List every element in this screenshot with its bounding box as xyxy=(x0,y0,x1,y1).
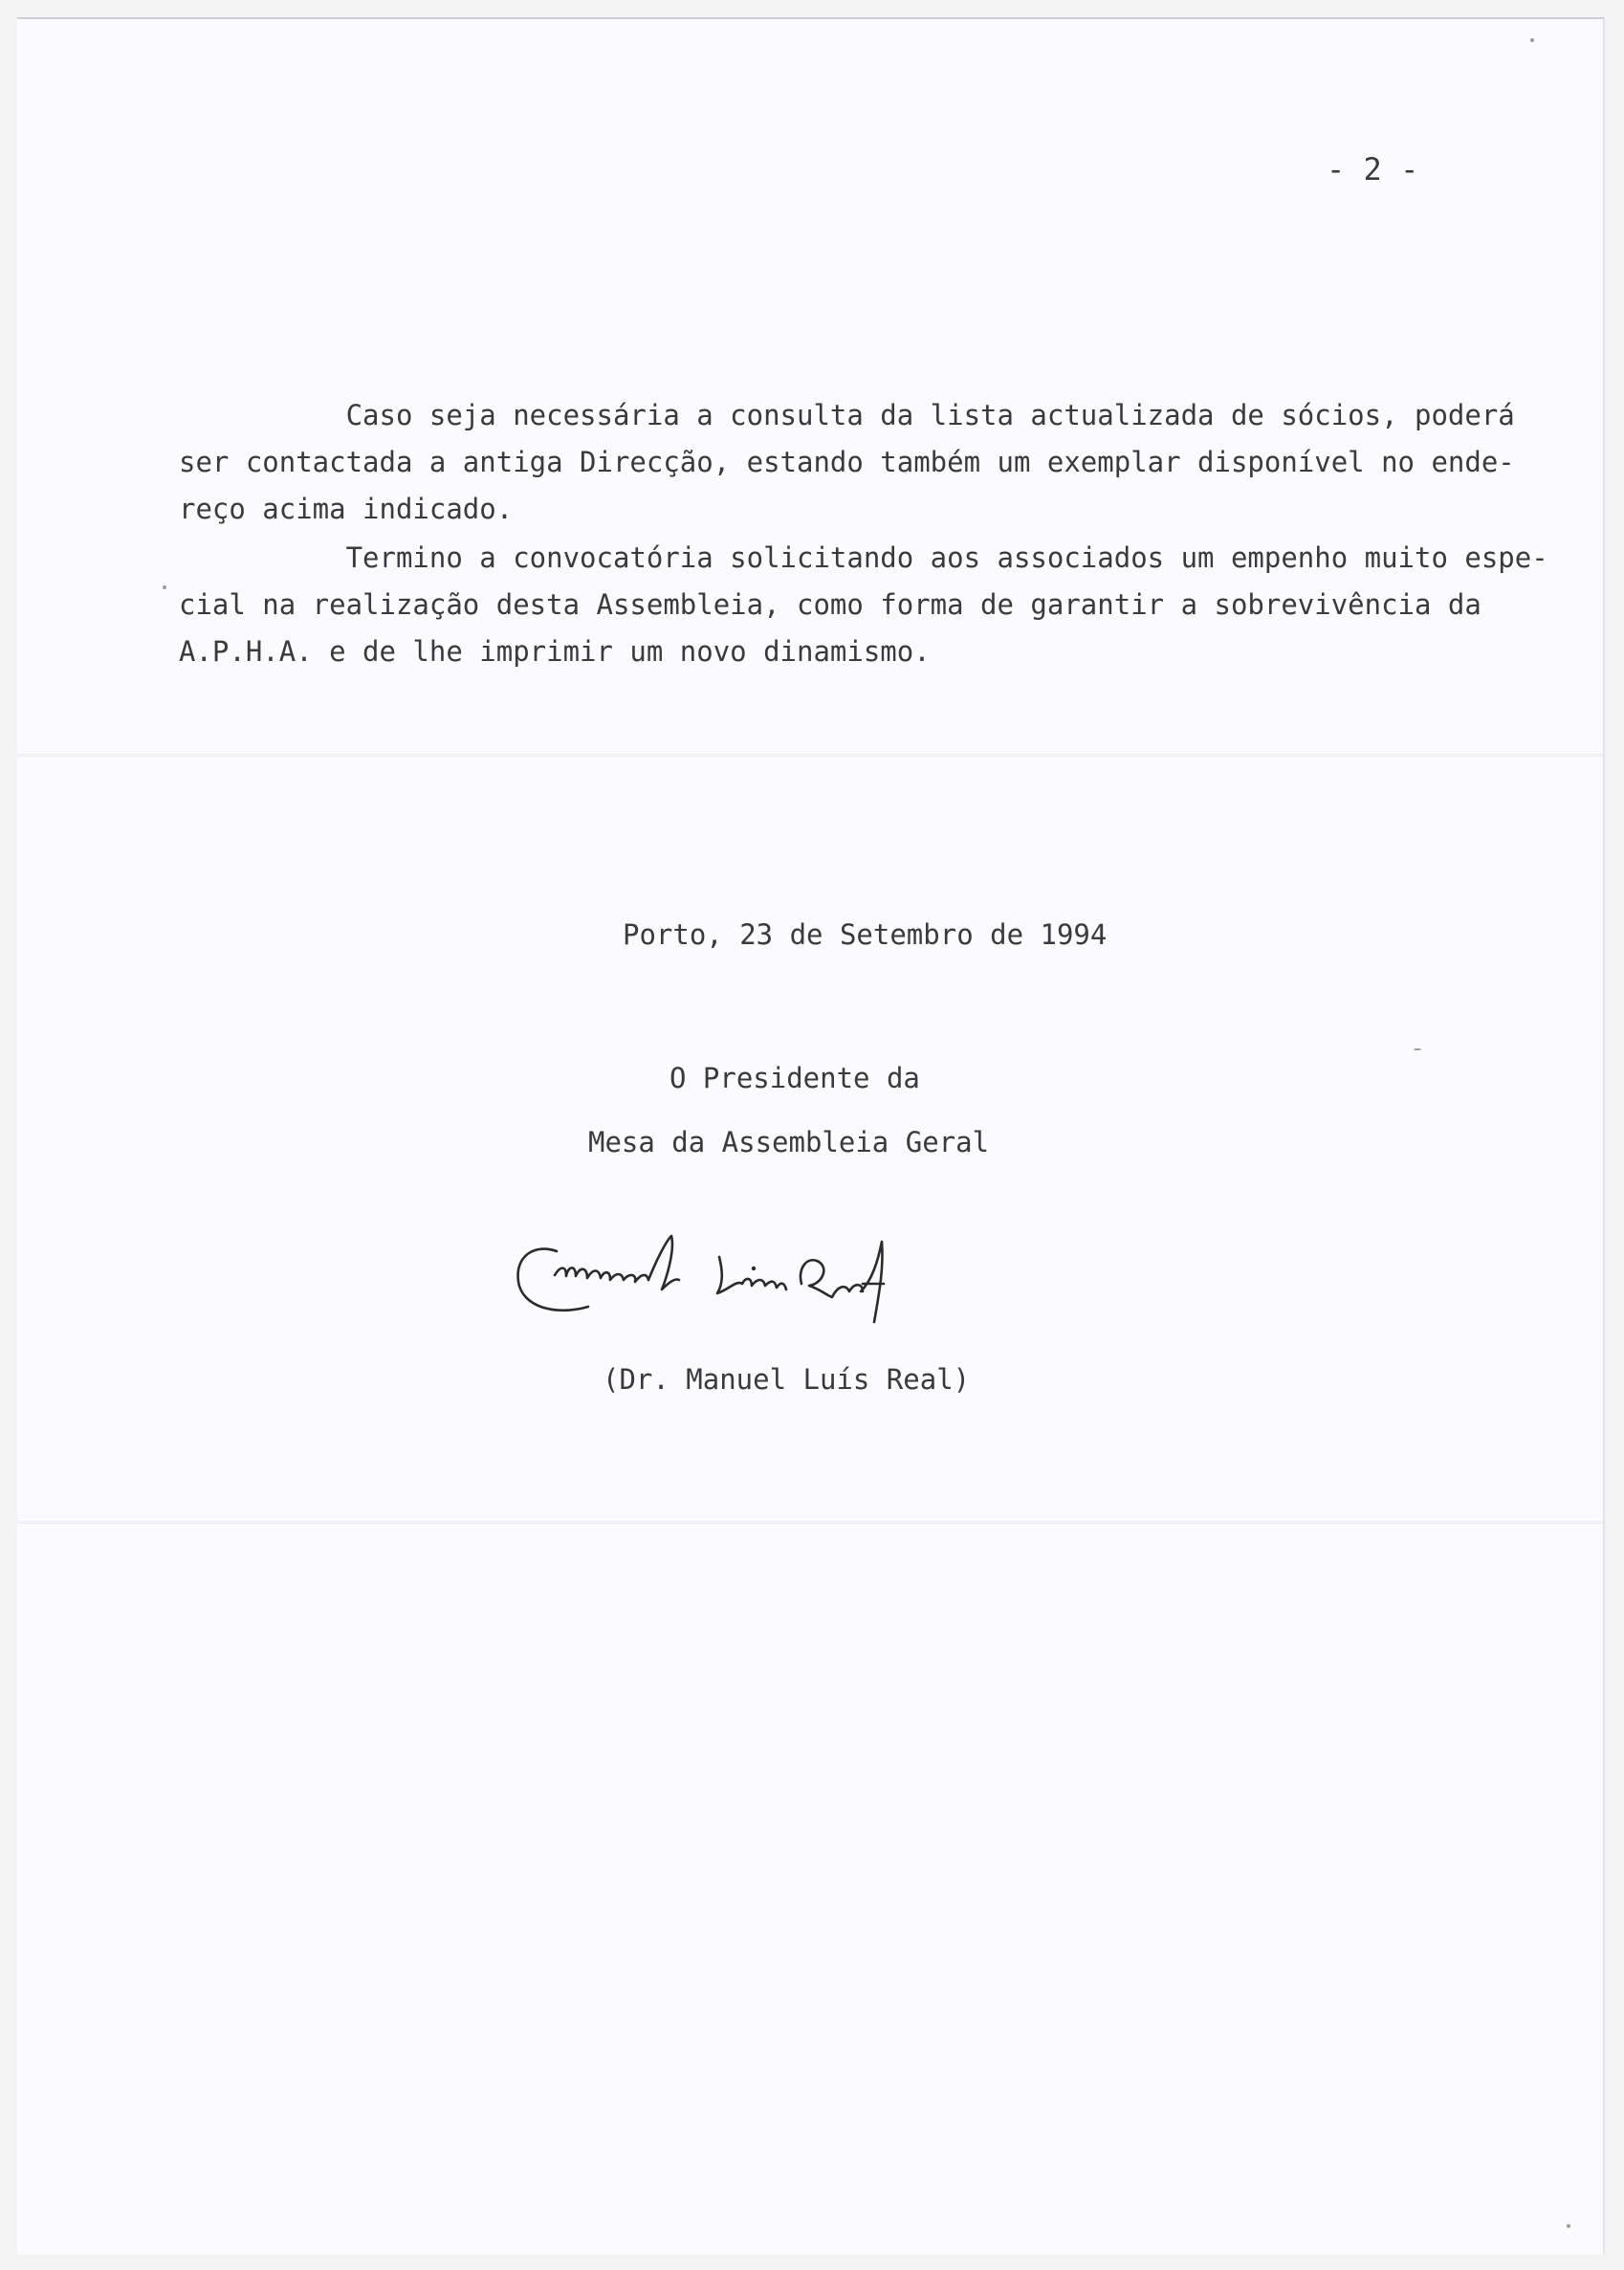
paragraph-line: ser contactada a antiga Direcção, estando também um exemplar disponível no ende- xyxy=(179,446,1515,478)
paragraph-closing xyxy=(179,535,1548,675)
page-number: - 2 - xyxy=(1327,151,1419,187)
signatory-title-line1: O Presidente da xyxy=(669,1062,920,1094)
paragraph-line: Caso seja necessária a consulta da lista actualizada de sócios, poderá xyxy=(179,399,1515,431)
paragraph-line: cial na realização desta Assembleia, como forma de garantir a sobrevivência da xyxy=(179,588,1481,621)
paragraph-consult-list xyxy=(179,392,1537,533)
paper-speck xyxy=(1567,2224,1570,2228)
paper-speck xyxy=(1414,1048,1421,1050)
place-date: Porto, 23 de Setembro de 1994 xyxy=(623,918,1108,951)
handwritten-signature xyxy=(497,1223,995,1337)
paragraph-line: reço acima indicado. xyxy=(179,493,514,525)
paragraph-line: A.P.H.A. e de lhe imprimir um novo dinamismo. xyxy=(179,635,931,668)
signatory-name: (Dr. Manuel Luís Real) xyxy=(603,1363,971,1396)
paper-fold-line xyxy=(17,754,1603,757)
paragraph-line: Termino a convocatória solicitando aos associados um empenho muito espe- xyxy=(179,541,1548,574)
paper-speck xyxy=(1530,38,1534,42)
signatory-title-line2: Mesa da Assembleia Geral xyxy=(588,1126,990,1158)
paper-fold-line xyxy=(17,1521,1603,1524)
paper-speck xyxy=(163,585,166,589)
